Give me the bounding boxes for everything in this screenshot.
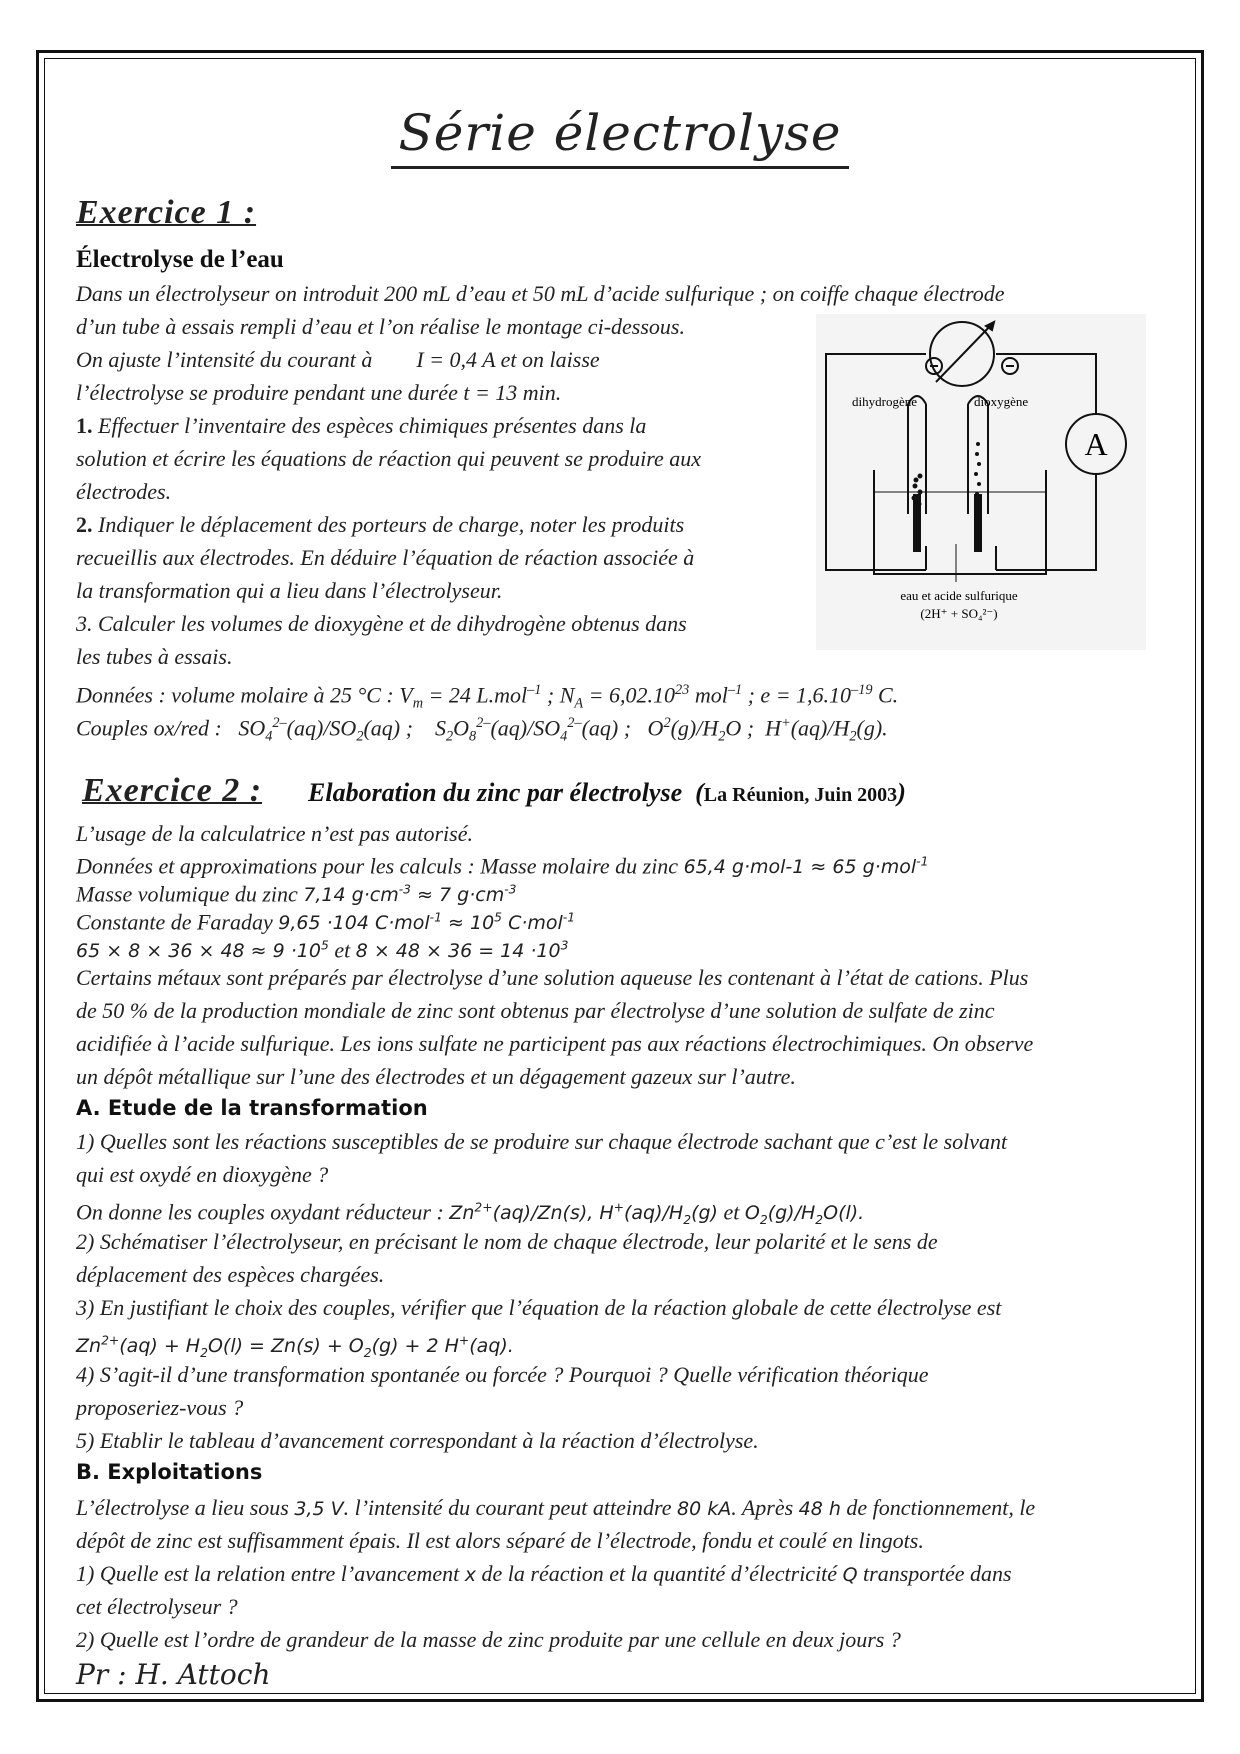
ex1-donnees: Données : volume molaire à 25 °C : $V_m = 24$ L.mol$^{-1}$ ; $N_A = 6,02.10^{23}$ mol$^{-1}$ ; $e = 1,6.10^{-19}$ C.	[76, 682, 899, 712]
section-a-heading: A. Etude de la transformation	[76, 1096, 428, 1120]
ex1-line-3: On ajuste l’intensité du courant à I = 0,4 A et on laisse	[76, 347, 600, 372]
ex1-couples: Couples ox/red : $SO_4^{2-}(aq)/SO_2(aq)$ ; $S_2O_8^{2-}(aq)/SO_4^{2-}(aq)$ ; $O^2(g)/H_2O$ ; $H^+(aq)/H_2(g)$.	[76, 715, 888, 745]
ex1-question-1c: électrodes.	[76, 479, 172, 504]
ex2-b0: L’électrolyse a lieu sous 3,5 V. l’intensité du courant peut atteindre 80 kA. Après 48 h de fonctionnement, le	[76, 1495, 1036, 1520]
ex2-a1c: On donne les couples oxydant réducteur : $Zn^{2+}(aq)/Zn(s)$, $H^+(aq)/H_2(g)$ et $O_2(g)/H_2O(l)$.	[76, 1199, 865, 1228]
ex2-paragraph-3: acidifiée à l’acide sulfurique. Les ions sulfate ne participent pas aux réactions électrochimiques. On observe	[76, 1031, 1034, 1056]
ex2-paragraph-4: un dépôt métallique sur l’une des électrodes et un dégagement gazeux sur l’autre.	[76, 1064, 796, 1089]
ex1-question-2c: la transformation qui a lieu dans l’électrolyseur.	[76, 578, 503, 603]
ex1-question-3: 3. Calculer les volumes de dioxygène et de dihydrogène obtenus dans	[76, 611, 687, 636]
ex2-a3: 3) En justifiant le choix des couples, vérifier que l’équation de la réaction globale de cette électrolyse est	[76, 1295, 1002, 1320]
label-ammeter: A	[1084, 426, 1108, 462]
signature: Pr : H. Attoch	[76, 1658, 271, 1691]
ex2-a4b: proposeriez-vous ?	[76, 1395, 244, 1420]
ex2-b1: 1) Quelle est la relation entre l’avancement x de la réaction et la quantité d’électricité Q transportée dans	[76, 1561, 1012, 1586]
ex2-a2b: déplacement des espèces chargées.	[76, 1262, 385, 1287]
label-dihydrogen: dihydrogène	[852, 394, 917, 409]
ex1-question-2: 2. Indiquer le déplacement des porteurs de charge, noter les produits	[76, 512, 685, 537]
exercise-2-title: Elaboration du zinc par électrolyse (La Réunion, Juin 2003)	[308, 778, 906, 807]
circuit-wire-left	[826, 354, 926, 570]
ex1-question-1: 1. Effectuer l’inventaire des espèces chimiques présentes dans la	[76, 413, 647, 438]
ex1-question-2b: recueillis aux électrodes. En déduire l’équation de réaction associée à	[76, 545, 695, 570]
ex1-line-1: Dans un électrolyseur on introduit 200 mL d’eau et 50 mL d’acide sulfurique ; on coiffe chaque électrode	[76, 281, 1005, 306]
label-solution: eau et acide sulfurique	[900, 588, 1018, 603]
ex2-a4: 4) S’agit-il d’une transformation spontanée ou forcée ? Pourquoi ? Quelle vérification théorique	[76, 1362, 929, 1387]
electrolysis-diagram	[816, 314, 1146, 650]
ex2-line-3: Masse volumique du zinc 7,14 $g\cdot cm^{-3} \approx 7$ $g\cdot cm^{-3}$	[76, 881, 517, 907]
ex2-a2: 2) Schématiser l’électrolyseur, en précisant le nom de chaque électrode, leur polarité et le sens de	[76, 1229, 938, 1254]
ex2-b2: 2) Quelle est l’ordre de grandeur de la masse de zinc produite par une cellule en deux jours ?	[76, 1627, 901, 1652]
ex2-a5: 5) Etablir le tableau d’avancement correspondant à la réaction d’électrolyse.	[76, 1428, 759, 1453]
exercise-2-heading: Exercice 2 :	[82, 772, 263, 809]
ex2-line-5: $65 \times 8 \times 36 \times 48 \approx 9 \cdot 10^5$ et $8 \times 48 \times 36 = 14 \cdot 10^3$	[76, 937, 569, 963]
electrode-anode	[974, 494, 982, 552]
label-ions: (2H⁺ + SO₄²⁻)	[920, 606, 998, 621]
ex2-paragraph-2: de 50 % de la production mondiale de zinc sont obtenus par électrolyse d’une solution de sulfate de zinc	[76, 998, 995, 1023]
gas-bubbles	[912, 442, 982, 507]
ex2-a1b: qui est oxydé en dioxygène ?	[76, 1162, 329, 1187]
ex1-line-2: d’un tube à essais rempli d’eau et l’on réalise le montage ci-dessous.	[76, 314, 685, 339]
ex2-paragraph-1: Certains métaux sont préparés par électrolyse d’une solution aqueuse les contenant à l’état de cations. Plus	[76, 965, 1029, 990]
ex2-a1: 1) Quelles sont les réactions susceptibles de se produire sur chaque électrode sachant que c’est le solvant	[76, 1129, 1008, 1154]
ex2-b1b: cet électrolyseur ?	[76, 1594, 238, 1619]
section-b-heading: B. Exploitations	[76, 1460, 263, 1484]
ex2-b0b: dépôt de zinc est suffisamment épais. Il est alors séparé de l’électrode, fondu et coulé en lingots.	[76, 1528, 924, 1553]
label-dioxygen: dioxygène	[974, 394, 1029, 409]
ex1-question-3b: les tubes à essais.	[76, 644, 233, 669]
ex1-line-4: l’électrolyse se produire pendant une durée t = 13 min.	[76, 380, 562, 405]
ex2-line-2: Données et approximations pour les calculs : Masse molaire du zinc 65,4 g·mol-1 ≈ 65 g·mol$^{-1}$	[76, 853, 929, 879]
ex2-line-1: L’usage de la calculatrice n’est pas autorisé.	[76, 821, 473, 846]
electrolyzer-vessel	[874, 470, 1046, 574]
page-title: Série électrolyse	[0, 104, 1240, 162]
exercise-1-subtitle: Électrolyse de l’eau	[76, 246, 284, 273]
exercise-1-heading: Exercice 1 :	[76, 194, 257, 231]
ex2-line-4: Constante de Faraday 9,65 ·104 $C\cdot mol^{-1} \approx 10^5$ C·mol$^{-1}$	[76, 909, 576, 935]
ex2-a3-equation: $Zn^{2+}(aq) + H_2O(l) = Zn(s) + O_2(g) + 2$ H+(aq).	[76, 1334, 514, 1361]
ex1-question-1b: solution et écrire les équations de réaction qui peuvent se produire aux	[76, 446, 702, 471]
